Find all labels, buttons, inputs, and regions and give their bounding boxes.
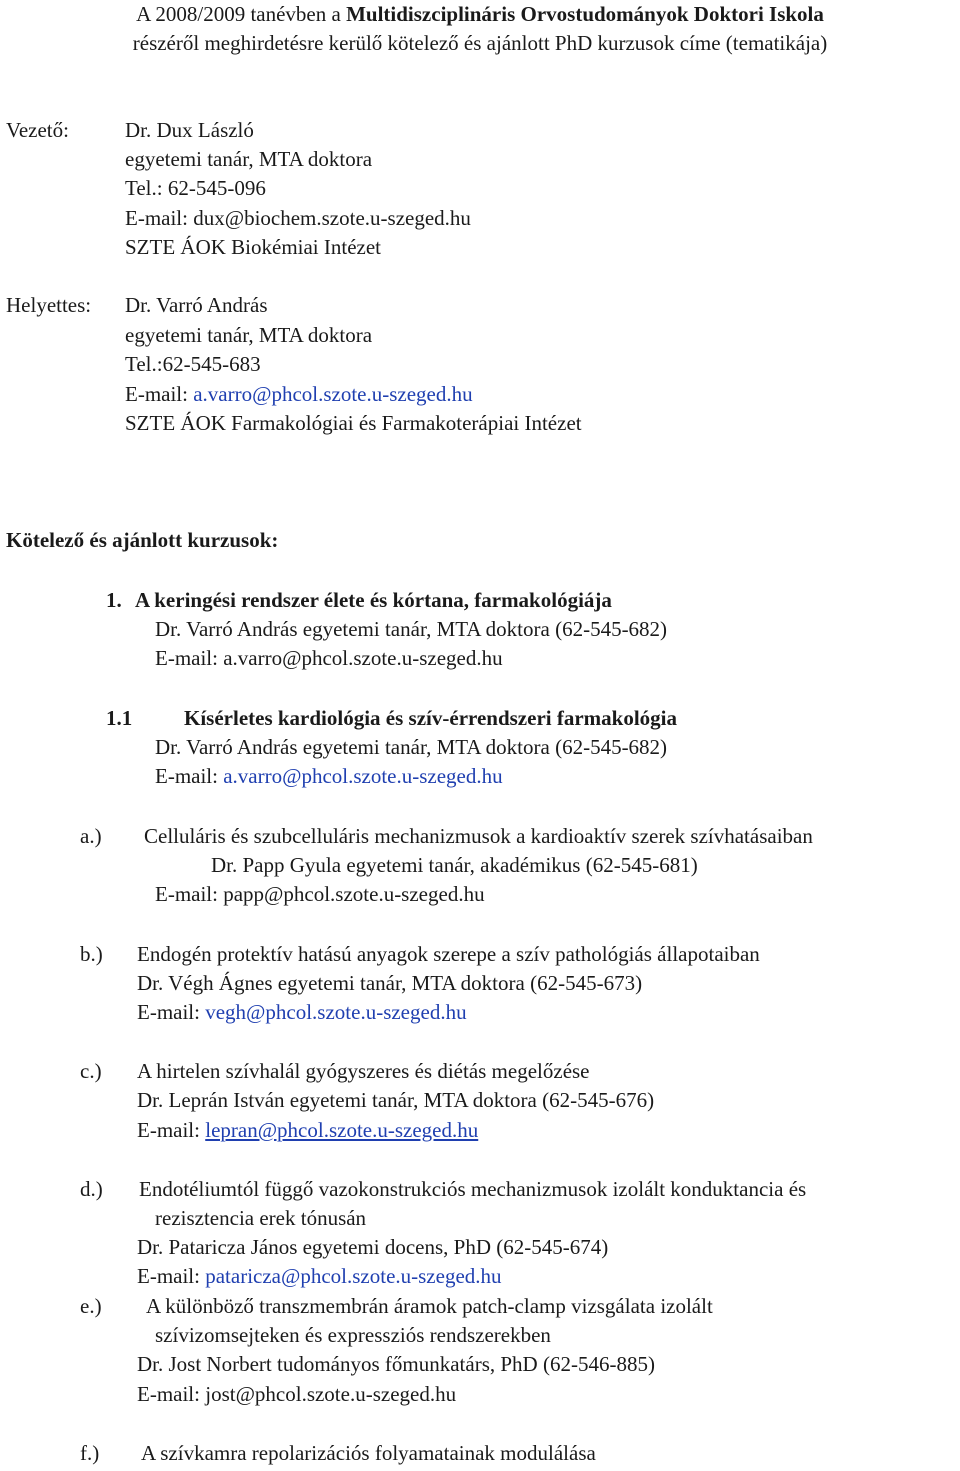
deputy-label: Helyettes: [6, 293, 92, 317]
subcourse-e-email: E-mail: jost@phcol.szote.u-szeged.hu [137, 1382, 457, 1406]
subcourse-e-title-line-1: A különböző transzmembrán áramok patch-clamp vizsgálata izolált [146, 1294, 713, 1318]
subcourse-e-label: e.) [80, 1294, 102, 1318]
course-1-email: E-mail: a.varro@phcol.szote.u-szeged.hu [155, 646, 503, 670]
courses-heading: Kötelező és ajánlott kurzusok: [6, 528, 279, 552]
document-title-line-1: A 2008/2009 tanévben a Multidiszciplináris Orvostudományok Doktori Iskola [136, 2, 824, 26]
course-1-1-number: 1.1 [106, 706, 133, 730]
course-1-lecturer: Dr. Varró András egyetemi tanár, MTA doktora (62-545-682) [155, 617, 668, 641]
subcourse-f-title: A szívkamra repolarizációs folyamatainak modulálása [141, 1441, 596, 1465]
subcourse-b-title: Endogén protektív hatású anyagok szerepe a szív pathológiás állapotaiban [137, 942, 760, 966]
subcourse-e-lecturer: Dr. Jost Norbert tudományos főmunkatárs, PhD (62-546-885) [137, 1352, 655, 1376]
subcourse-d-label: d.) [80, 1177, 103, 1201]
subcourse-c-label: c.) [80, 1059, 102, 1083]
deputy-name: Dr. Varró András [125, 293, 268, 317]
subcourse-c-email-link[interactable]: lepran@phcol.szote.u-szeged.hu [205, 1118, 479, 1142]
leader-name: Dr. Dux László [125, 118, 254, 142]
subcourse-c-lecturer: Dr. Leprán István egyetemi tanár, MTA doktora (62-545-676) [137, 1088, 655, 1112]
subcourse-a-lecturer: Dr. Papp Gyula egyetemi tanár, akadémikus (62-545-681) [211, 853, 698, 877]
subcourse-a-title: Celluláris és szubcelluláris mechanizmusok a kardioaktív szerek szívhatásaiban [144, 824, 813, 848]
deputy-email-link[interactable]: a.varro@phcol.szote.u-szeged.hu [193, 382, 473, 406]
course-1-number: 1. [106, 588, 122, 612]
leader-label: Vezető: [6, 118, 69, 142]
course-1-title: A keringési rendszer élete és kórtana, farmakológiája [135, 588, 612, 612]
subcourse-a-label: a.) [80, 824, 102, 848]
course-1-1-title: Kísérletes kardiológia és szív-érrendszeri farmakológia [184, 706, 678, 730]
leader-title: egyetemi tanár, MTA doktora [125, 147, 373, 171]
leader-tel: Tel.: 62-545-096 [125, 176, 266, 200]
course-1-1-lecturer: Dr. Varró András egyetemi tanár, MTA doktora (62-545-682) [155, 735, 668, 759]
subcourse-a-email: E-mail: papp@phcol.szote.u-szeged.hu [155, 882, 485, 906]
doctoral-school-name: Multidiszciplináris Orvostudományok Doktori Iskola [346, 2, 824, 26]
leader-institute: SZTE ÁOK Biokémiai Intézet [125, 235, 382, 259]
subcourse-d-lecturer: Dr. Pataricza János egyetemi docens, PhD (62-545-674) [137, 1235, 609, 1259]
deputy-email-line: E-mail: a.varro@phcol.szote.u-szeged.hu [125, 382, 473, 406]
course-1-1-email-line: E-mail: a.varro@phcol.szote.u-szeged.hu [155, 764, 503, 788]
course-1-1-email-link[interactable]: a.varro@phcol.szote.u-szeged.hu [223, 764, 503, 788]
subcourse-c-title: A hirtelen szívhalál gyógyszeres és diétás megelőzése [137, 1059, 590, 1083]
subcourse-d-title-line-1: Endotéliumtól függő vazokonstrukciós mechanizmusok izolált konduktancia és [139, 1177, 807, 1201]
deputy-institute: SZTE ÁOK Farmakológiai és Farmakoterápiai Intézet [125, 411, 582, 435]
subcourse-f-label: f.) [80, 1441, 100, 1465]
subcourse-b-lecturer: Dr. Végh Ágnes egyetemi tanár, MTA doktora (62-545-673) [137, 971, 643, 995]
subcourse-b-email-link[interactable]: vegh@phcol.szote.u-szeged.hu [205, 1000, 467, 1024]
subcourse-c-email-line: E-mail: lepran@phcol.szote.u-szeged.hu [137, 1118, 479, 1142]
subcourse-d-email-link[interactable]: pataricza@phcol.szote.u-szeged.hu [205, 1264, 502, 1288]
subcourse-d-title-line-2: rezisztencia erek tónusán [155, 1206, 367, 1230]
subcourse-d-email-line: E-mail: pataricza@phcol.szote.u-szeged.hu [137, 1264, 502, 1288]
document-title-line-2: részéről meghirdetésre kerülő kötelező és ajánlott PhD kurzusok címe (tematikája) [132, 31, 828, 55]
subcourse-b-label: b.) [80, 942, 103, 966]
subcourse-e-title-line-2: szívizomsejteken és expressziós rendszerekben [155, 1323, 551, 1347]
subcourse-b-email-line: E-mail: vegh@phcol.szote.u-szeged.hu [137, 1000, 467, 1024]
deputy-title: egyetemi tanár, MTA doktora [125, 323, 373, 347]
deputy-tel: Tel.:62-545-683 [125, 352, 261, 376]
leader-email: E-mail: dux@biochem.szote.u-szeged.hu [125, 206, 471, 230]
